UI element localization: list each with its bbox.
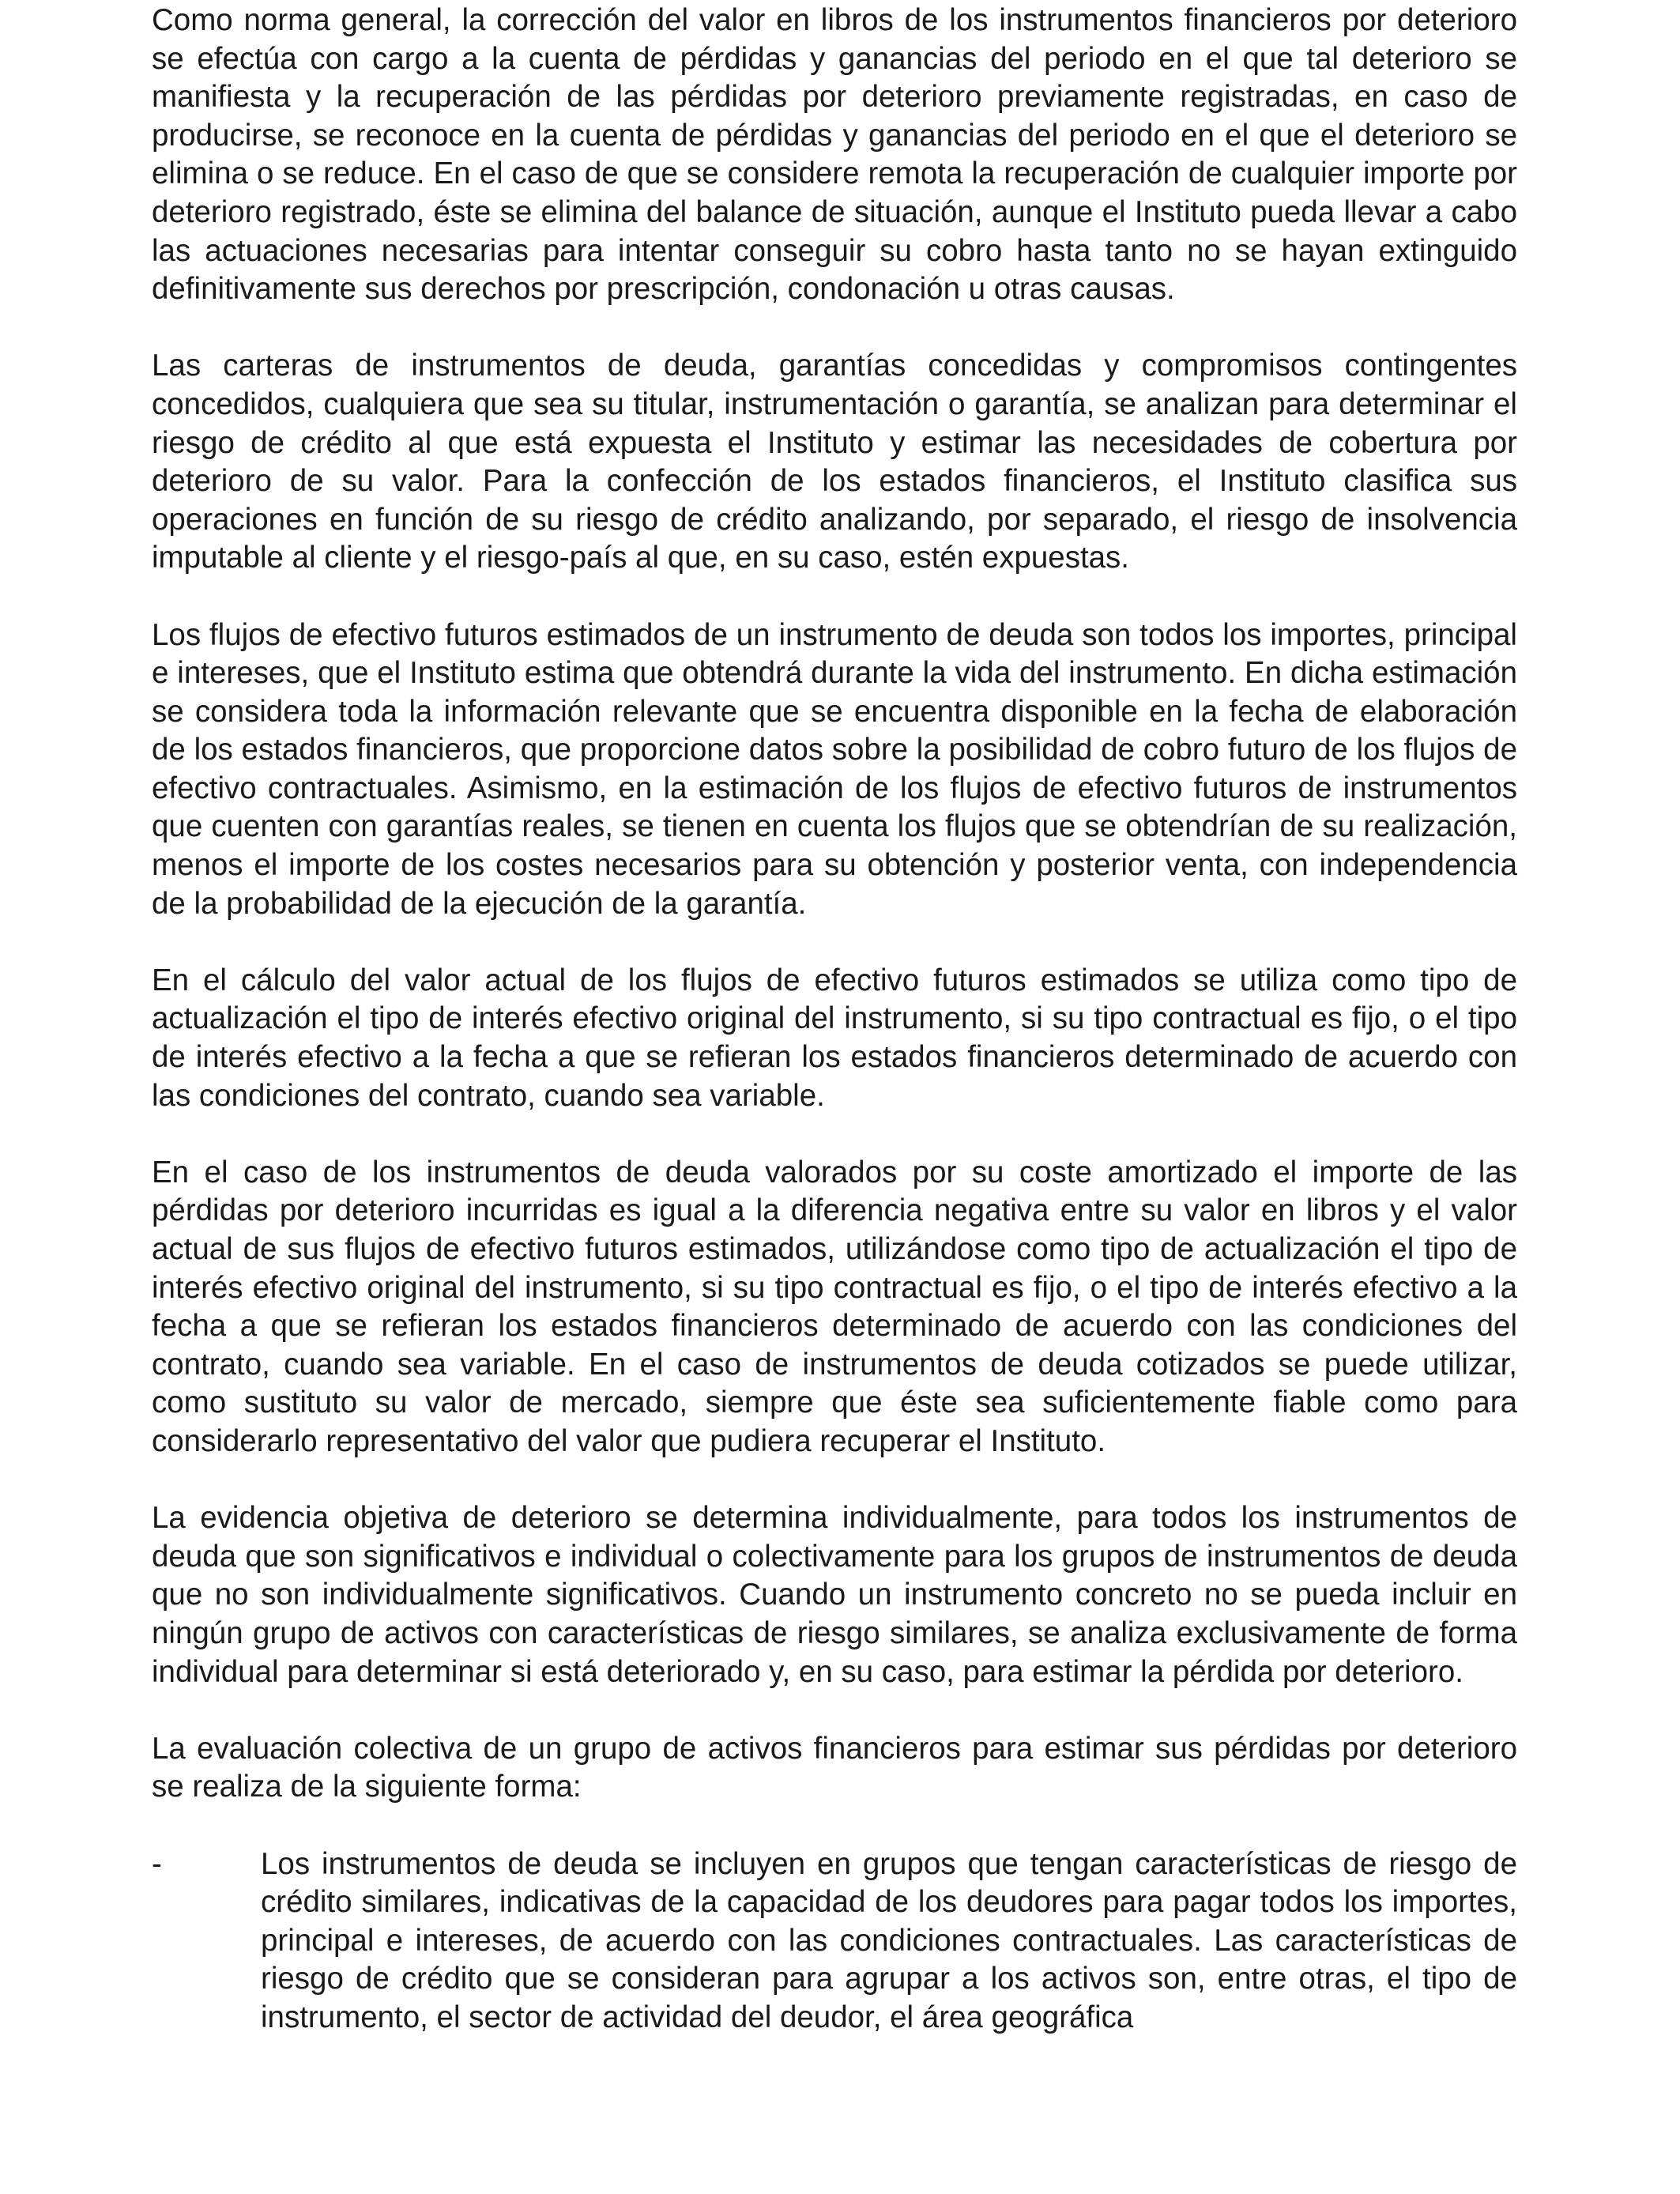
paragraph-impairment-correction: Como norma general, la corrección del valor en libros de los instrumentos financieros por deterioro se efectúa con cargo a la cuenta de pérdidas y ganancias del periodo en el que tal deterioro se manifiesta y la recuperación de las pérdidas por deterioro previamente registradas, en caso de producirse, se reconoce en la cuenta de pérdidas y ganancias del periodo en el que el deterioro se elimina o se reduce. En el caso de que se considere remota la recuperación de cualquier importe por deterioro registrado, éste se elimina del balance de situación, aunque el Instituto pueda llevar a cabo las actuaciones necesarias para intentar conseguir su cobro hasta tanto no se hayan extinguido definitivamente sus derechos por prescripción, condonación u otras causas. — [152, 3, 1517, 307]
paragraph-collective-evaluation: La evaluación colectiva de un grupo de activos financieros para estimar sus pérdidas por deterioro se realiza de la siguiente forma: — [152, 1731, 1517, 1804]
list-bullet: - — [152, 1846, 162, 1881]
list-item-text: Los instrumentos de deuda se incluyen en grupos que tengan características de riesgo de crédito similares, indicativas de la capacidad de los deudores para pagar todos los importes, principal e intereses, de acuerdo con las condiciones contractuales. Las características de riesgo de crédito que se consideran para agrupar a los activos son, entre otras, el tipo de instrumento, el sector de actividad del deudor, el área geográfica — [261, 1846, 1517, 2034]
paragraph-debt-portfolios: Las carteras de instrumentos de deuda, garantías concedidas y compromisos contingentes concedidos, cualquiera que sea su titular, instrumentación o garantía, se analizan para determinar el riesgo de crédito al que está expuesta el Instituto y estimar las necesidades de cobertura por deterioro de su valor. Para la confección de los estados financieros, el Instituto clasifica sus operaciones en función de su riesgo de crédito analizando, por separado, el riesgo de insolvencia imputable al cliente y el riesgo-país al que, en su caso, estén expuestas. — [152, 349, 1517, 575]
paragraph-amortized-cost: En el caso de los instrumentos de deuda valorados por su coste amortizado el importe de las pérdidas por deterioro incurridas es igual a la diferencia negativa entre su valor en libros y el valor actual de sus flujos de efectivo futuros estimados, utilizándose como tipo de actualización el tipo de interés efectivo original del instrumento, si su tipo contractual es fijo, o el tipo de interés efectivo a la fecha a que se refieran los estados financieros determinado de acuerdo con las condiciones del contrato, cuando sea variable. En el caso de instrumentos de deuda cotizados se puede utilizar, como sustituto su valor de mercado, siempre que éste sea suficientemente fiable como para considerarlo representativo del valor que pudiera recuperar el Instituto. — [152, 1155, 1517, 1458]
paragraph-estimated-cash-flows: Los flujos de efectivo futuros estimados de un instrumento de deuda son todos los importes, principal e intereses, que el Instituto estima que obtendrá durante la vida del instrumento. En dicha estimación se considera toda la información relevante que se encuentra disponible en la fecha de elaboración de los estados financieros, que proporcione datos sobre la posibilidad de cobro futuro de los flujos de efectivo contractuales. Asimismo, en la estimación de los flujos de efectivo futuros de instrumentos que cuenten con garantías reales, se tienen en cuenta los flujos que se obtendrían de su realización, menos el importe de los costes necesarios para su obtención y posterior venta, con independencia de la probabilidad de la ejecución de la garantía. — [152, 617, 1517, 921]
list-item — [152, 1845, 1517, 2038]
paragraph-present-value: En el cálculo del valor actual de los flujos de efectivo futuros estimados se utiliza como tipo de actualización el tipo de interés efectivo original del instrumento, si su tipo contractual es fijo, o el tipo de interés efectivo a la fecha a que se refieran los estados financieros determinado de acuerdo con las condiciones del contrato, cuando sea variable. — [152, 963, 1517, 1113]
paragraph-objective-evidence: La evidencia objetiva de deterioro se determina individualmente, para todos los instrumentos de deuda que son significativos e individual o colectivamente para los grupos de instrumentos de deuda que no son individualmente significativos. Cuando un instrumento concreto no se pueda incluir en ningún grupo de activos con características de riesgo similares, se analiza exclusivamente de forma individual para determinar si está deteriorado y, en su caso, para estimar la pérdida por deterioro. — [152, 1501, 1517, 1689]
document-body — [152, 2, 1517, 2037]
